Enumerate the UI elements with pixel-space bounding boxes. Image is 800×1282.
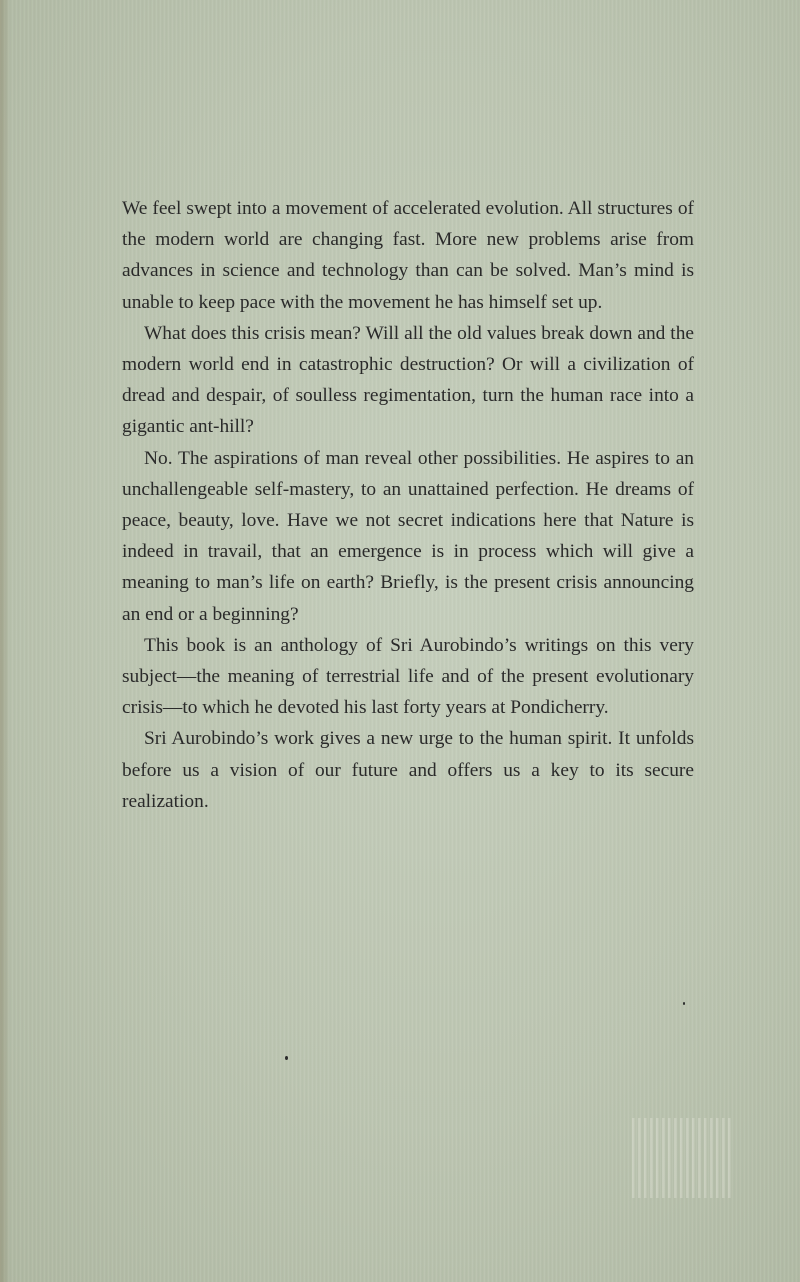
blurb-paragraph-5: Sri Aurobindo’s work gives a new urge to the human spirit. It unfolds before us a vision of our future and offers us a key to its secure realization.	[122, 728, 694, 812]
blurb-paragraph-4: This book is an anthology of Sri Aurobindo’s writings on this very subject—the meaning of terrestrial life and of the present evolutionary crisis—to which he devoted his last forty years at Pondicherry.	[122, 634, 694, 719]
paper-wear-mark	[632, 1118, 732, 1198]
blurb-paragraph-1: We feel swept into a movement of accelerated evolution. All structures of the modern world are changing fast. More new problems arise from advances in science and technology than can be solved. Man’s mind is unable to keep pace with the movement he has himself set up.	[122, 198, 694, 313]
blurb-text	[122, 193, 694, 817]
blurb-paragraph-2: What does this crisis mean? Will all the old values break down and the modern world end in catastrophic destruction? Or will a civilization of dread and despair, of soulless regimentation, turn the human race into a gigantic ant-hill?	[122, 322, 694, 438]
ink-speck	[683, 1002, 685, 1005]
blurb-paragraph-3: No. The aspirations of man reveal other possibilities. He aspires to an unchallengeable self-mastery, to an unattained perfection. He dreams of peace, beauty, love. Have we not secret indications here that Nature is indeed in travail, that an emergence is in process which will give a meaning to man’s life on earth? Briefly, is the present crisis announcing an end or a beginning?	[122, 447, 694, 625]
page-edge-shadow	[0, 0, 10, 1282]
ink-speck	[285, 1056, 288, 1060]
